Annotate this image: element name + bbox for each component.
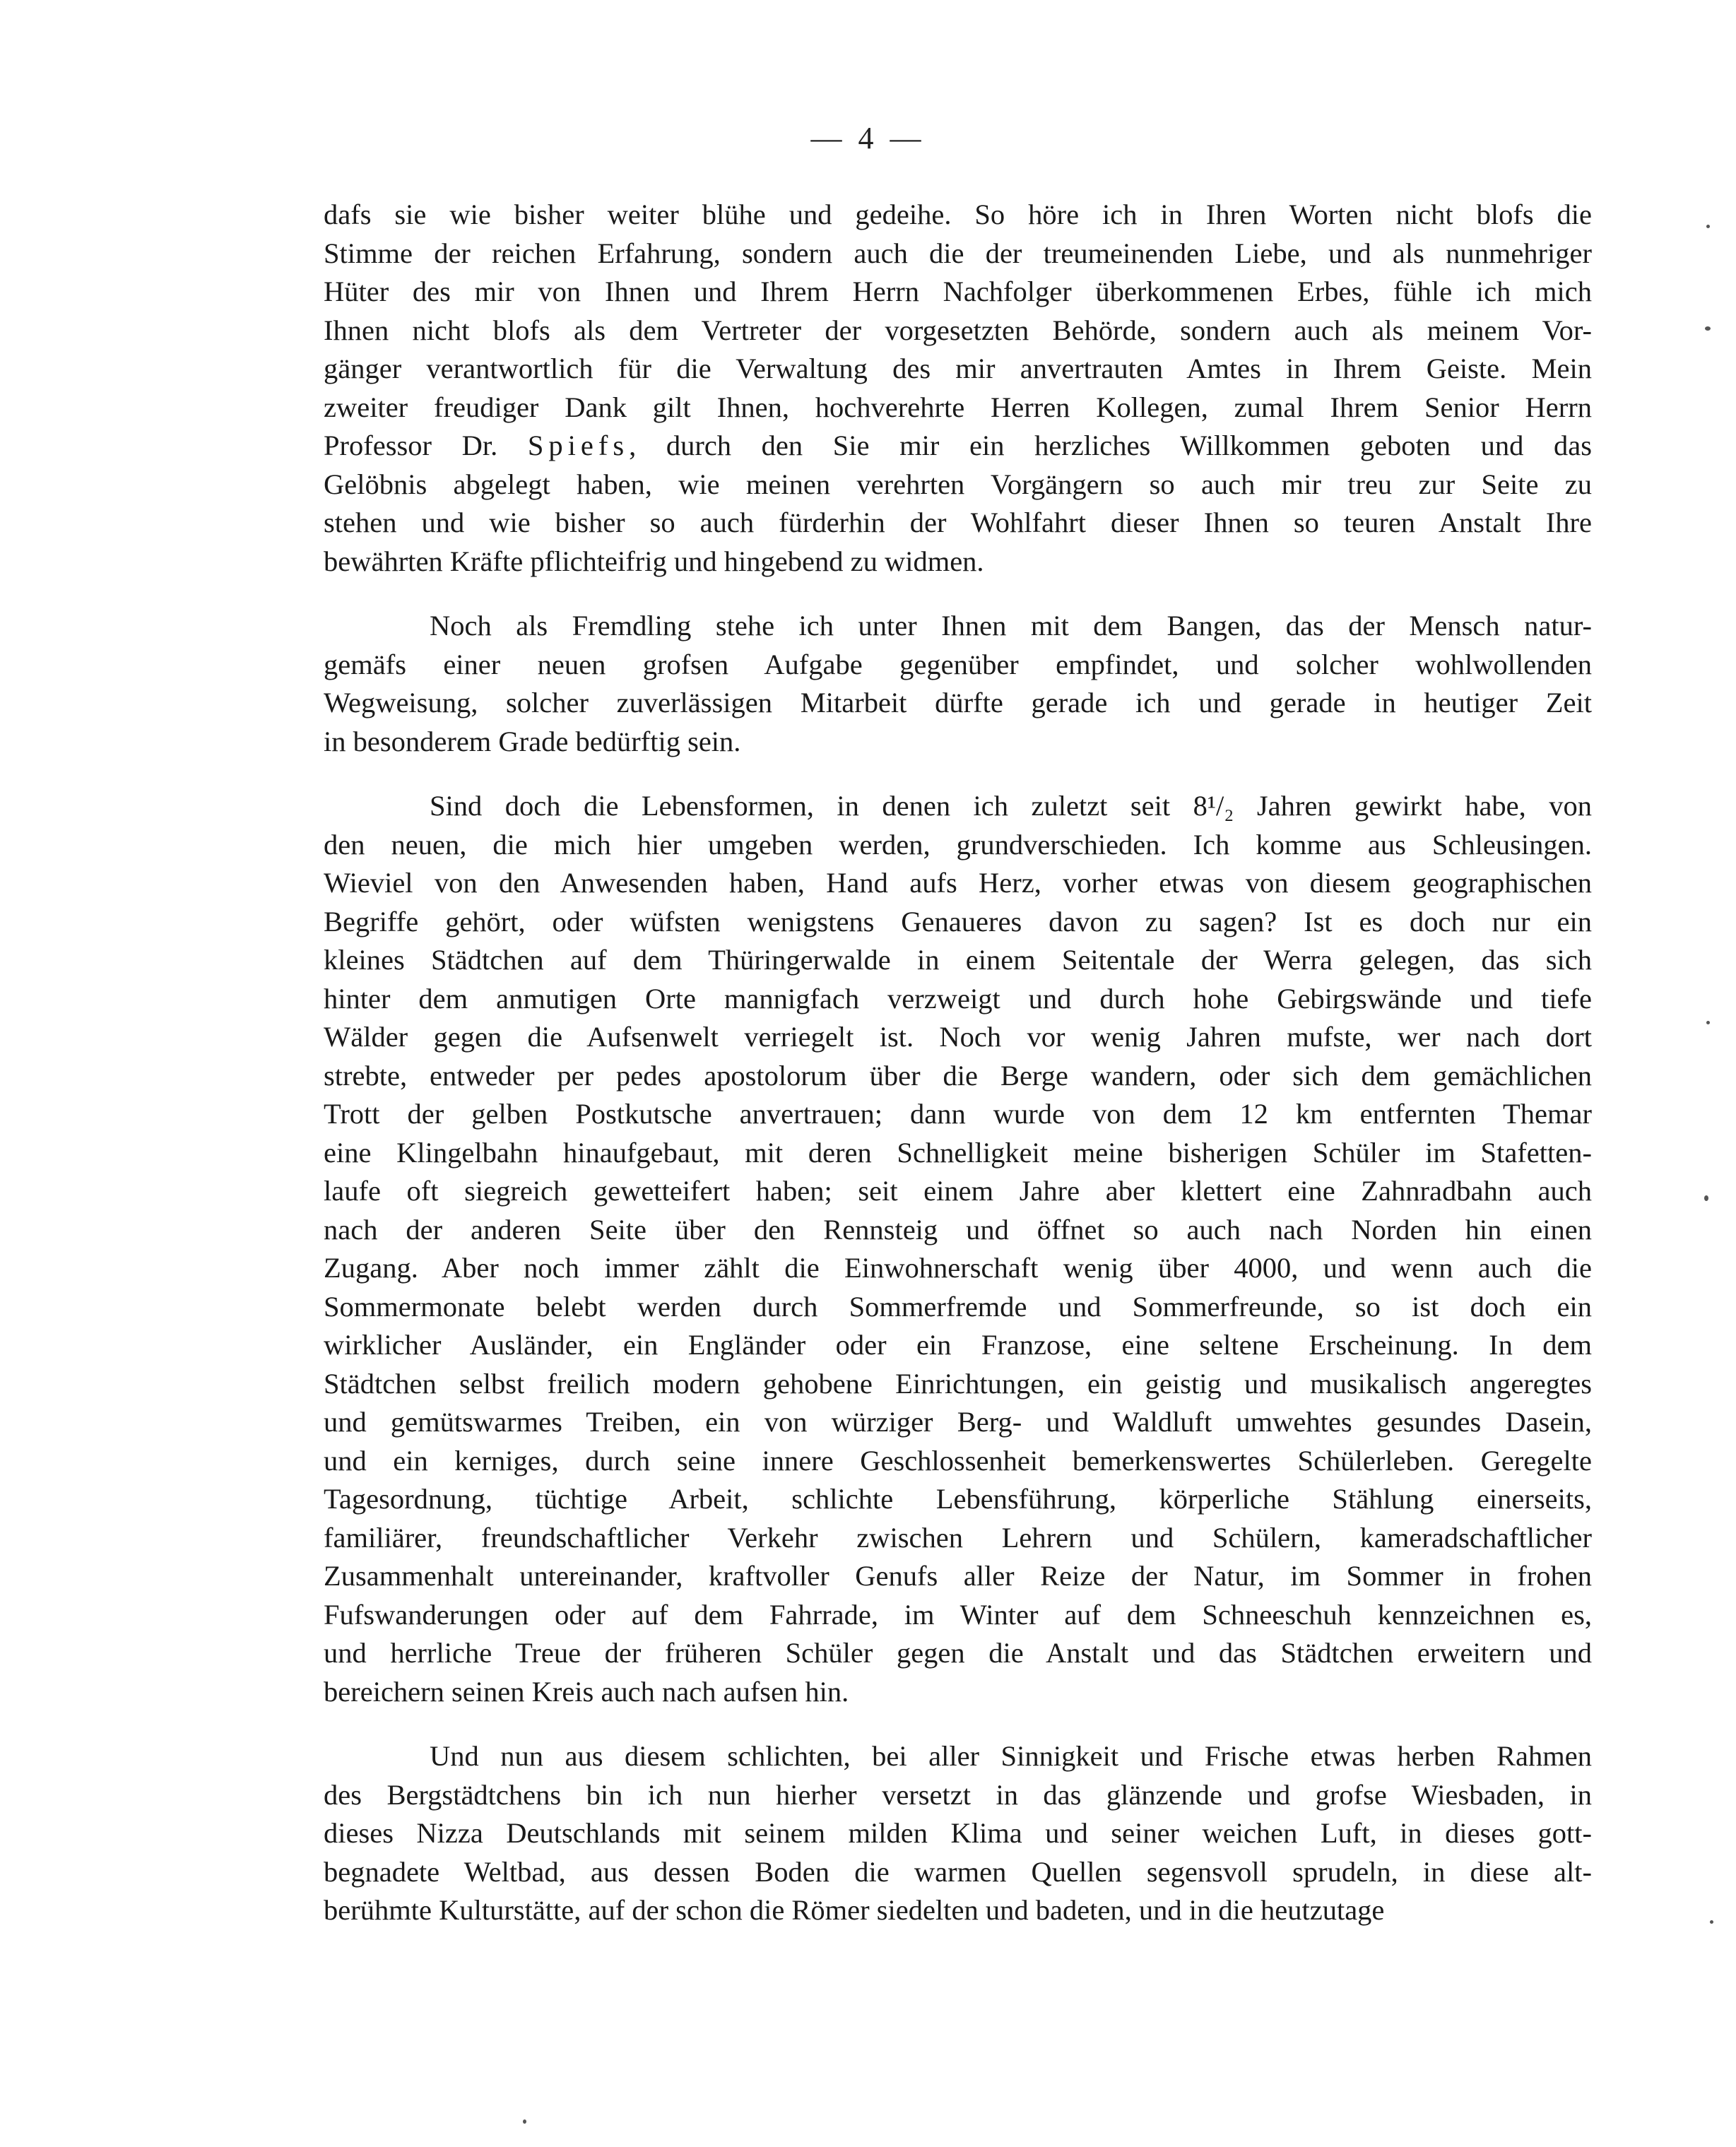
- text-line: bereichern seinen Kreis auch nach aufsen hin.: [324, 1675, 849, 1708]
- text-line: Stimme der reichen Erfahrung, sondern auch die der treumeinenden Liebe, und als nunmehriger: [324, 237, 1592, 269]
- text-line: stehen und wie bisher so auch fürderhin der Wohlfahrt dieser Ihnen so teuren Anstalt Ihre: [324, 507, 1592, 538]
- scan-speck: [1704, 1195, 1708, 1201]
- text-line: wirklicher Ausländer, ein Engländer oder ein Franzose, eine seltene Erscheinung. In dem: [324, 1329, 1592, 1361]
- text-line: Wieviel von den Anwesenden haben, Hand aufs Herz, vorher etwas von diesem geographischen: [324, 867, 1592, 899]
- text-line: hinter dem anmutigen Orte mannigfach verzweigt und durch hohe Gebirgswände und tiefe: [324, 982, 1592, 1015]
- text-line: Sind doch die Lebensformen, in denen ich zuletzt seit 8¹/₂ Jahren gewirkt habe, von: [430, 790, 1592, 822]
- text-line: Wälder gegen die Aufsenwelt verriegelt ist. Noch vor wenig Jahren mufste, wer nach dort: [324, 1021, 1592, 1053]
- text-line: Sommermonate belebt werden durch Sommerfremde und Sommerfreunde, so ist doch ein: [324, 1290, 1592, 1323]
- text-line: Ihnen nicht blofs als dem Vertreter der vorgesetzten Behörde, sondern auch als meinem Vor-: [324, 314, 1592, 346]
- paragraph: [324, 607, 1592, 761]
- text-line: nach der anderen Seite über den Rennsteig und öffnet so auch nach Norden hin einen: [324, 1213, 1592, 1246]
- scan-speck: [1705, 326, 1711, 331]
- text-line: Gelöbnis abgelegt haben, wie meinen verehrten Vorgängern so auch mir treu zur Seite zu: [324, 468, 1592, 500]
- text-line: Städtchen selbst freilich modern gehobene Einrichtungen, ein geistig und musikalisch angeregtes: [324, 1367, 1592, 1400]
- text-line: dieses Nizza Deutschlands mit seinem milden Klima und seiner weichen Luft, in dieses gott-: [324, 1817, 1592, 1849]
- text-line: Begriffe gehört, oder wüfsten wenigstens Genaueres davon zu sagen? Ist es doch nur ein: [324, 905, 1592, 938]
- text-line: zweiter freudiger Dank gilt Ihnen, hochverehrte Herren Kollegen, zumal Ihrem Senior Herrn: [324, 391, 1592, 423]
- scan-speck: [523, 2119, 526, 2124]
- text-line: Und nun aus diesem schlichten, bei aller Sinnigkeit und Frische etwas herben Rahmen: [430, 1740, 1592, 1772]
- scan-speck: [1710, 1920, 1713, 1924]
- text-line: Zugang. Aber noch immer zählt die Einwohnerschaft wenig über 4000, und wenn auch die: [324, 1252, 1592, 1284]
- text-line: und herrliche Treue der früheren Schüler gegen die Anstalt und das Städtchen erweitern und: [324, 1637, 1592, 1669]
- scan-speck: [1706, 1021, 1710, 1024]
- spaced-name: Spiefs: [527, 430, 630, 461]
- text-line: des Bergstädtchens bin ich nun hierher versetzt in das glänzende und grofse Wiesbaden, in: [324, 1778, 1592, 1811]
- text-line: gänger verantwortlich für die Verwaltung des mir anvertrauten Amtes in Ihrem Geiste. Mein: [324, 353, 1592, 384]
- scan-speck: [1706, 225, 1710, 228]
- text-line: Zusammenhalt untereinander, kraftvoller Genufs aller Reize der Natur, im Sommer in frohen: [324, 1560, 1592, 1592]
- text-line: begnadete Weltbad, aus dessen Boden die warmen Quellen segensvoll sprudeln, in diese alt-: [324, 1855, 1592, 1888]
- text-line: Fufswanderungen oder auf dem Fahrrade, im Winter auf dem Schneeschuh kennzeichnen es,: [324, 1598, 1592, 1631]
- body-text: [324, 196, 1592, 1930]
- text-line: strebte, entweder per pedes apostolorum über die Berge wandern, oder sich dem gemächlichen: [324, 1059, 1592, 1092]
- text-line: Tagesordnung, tüchtige Arbeit, schlichte Lebensführung, körperliche Stählung einerseits,: [324, 1483, 1592, 1515]
- text-line: Professor Dr. Spiefs, durch den Sie mir ein herzliches Willkommen geboten und das: [324, 430, 1592, 461]
- paragraph: [324, 1737, 1592, 1930]
- text-line: und gemütswarmes Treiben, ein von würziger Berg- und Waldluft umwehtes gesundes Dasein,: [324, 1406, 1592, 1438]
- text-line: Wegweisung, solcher zuverlässigen Mitarbeit dürfte gerade ich und gerade in heutiger Zeit: [324, 687, 1592, 718]
- page-number: — 4 —: [810, 121, 926, 155]
- paragraph: [324, 196, 1592, 581]
- text-line: dafs sie wie bisher weiter blühe und gedeihe. So höre ich in Ihren Worten nicht blofs die: [324, 199, 1592, 230]
- text-line: Trott der gelben Postkutsche anvertrauen; dann wurde von dem 12 km entfernten Themar: [324, 1098, 1592, 1130]
- text-line: bewährten Kräfte pflichteifrig und hingebend zu widmen.: [324, 545, 984, 577]
- text-line: gemäfs einer neuen grofsen Aufgabe gegenüber empfindet, und solcher wohlwollenden: [324, 648, 1592, 680]
- text-line: laufe oft siegreich gewetteifert haben; seit einem Jahre aber klettert eine Zahnradbahn auch: [324, 1175, 1592, 1207]
- text-line: in besonderem Grade bedürftig sein.: [324, 725, 741, 757]
- text-line: Hüter des mir von Ihnen und Ihrem Herrn Nachfolger überkommenen Erbes, fühle ich mich: [324, 276, 1592, 307]
- text-line: und ein kerniges, durch seine innere Geschlossenheit bemerkenswertes Schülerleben. Geregelte: [324, 1444, 1592, 1477]
- text-line: kleines Städtchen auf dem Thüringerwalde in einem Seitentale der Werra gelegen, das sich: [324, 944, 1592, 976]
- text-line: eine Klingelbahn hinaufgebaut, mit deren Schnelligkeit meine bisherigen Schüler im Stafetten-: [324, 1136, 1592, 1169]
- text-line: Noch als Fremdling stehe ich unter Ihnen mit dem Bangen, das der Mensch natur-: [430, 610, 1592, 641]
- paragraph: [324, 787, 1592, 1711]
- text-line: familiärer, freundschaftlicher Verkehr zwischen Lehrern und Schülern, kameradschaftlicher: [324, 1521, 1592, 1554]
- text-line: den neuen, die mich hier umgeben werden, grundverschieden. Ich komme aus Schleusingen.: [324, 828, 1592, 860]
- text-line: berühmte Kulturstätte, auf der schon die Römer siedelten und badeten, und in die heutzutage: [324, 1894, 1385, 1926]
